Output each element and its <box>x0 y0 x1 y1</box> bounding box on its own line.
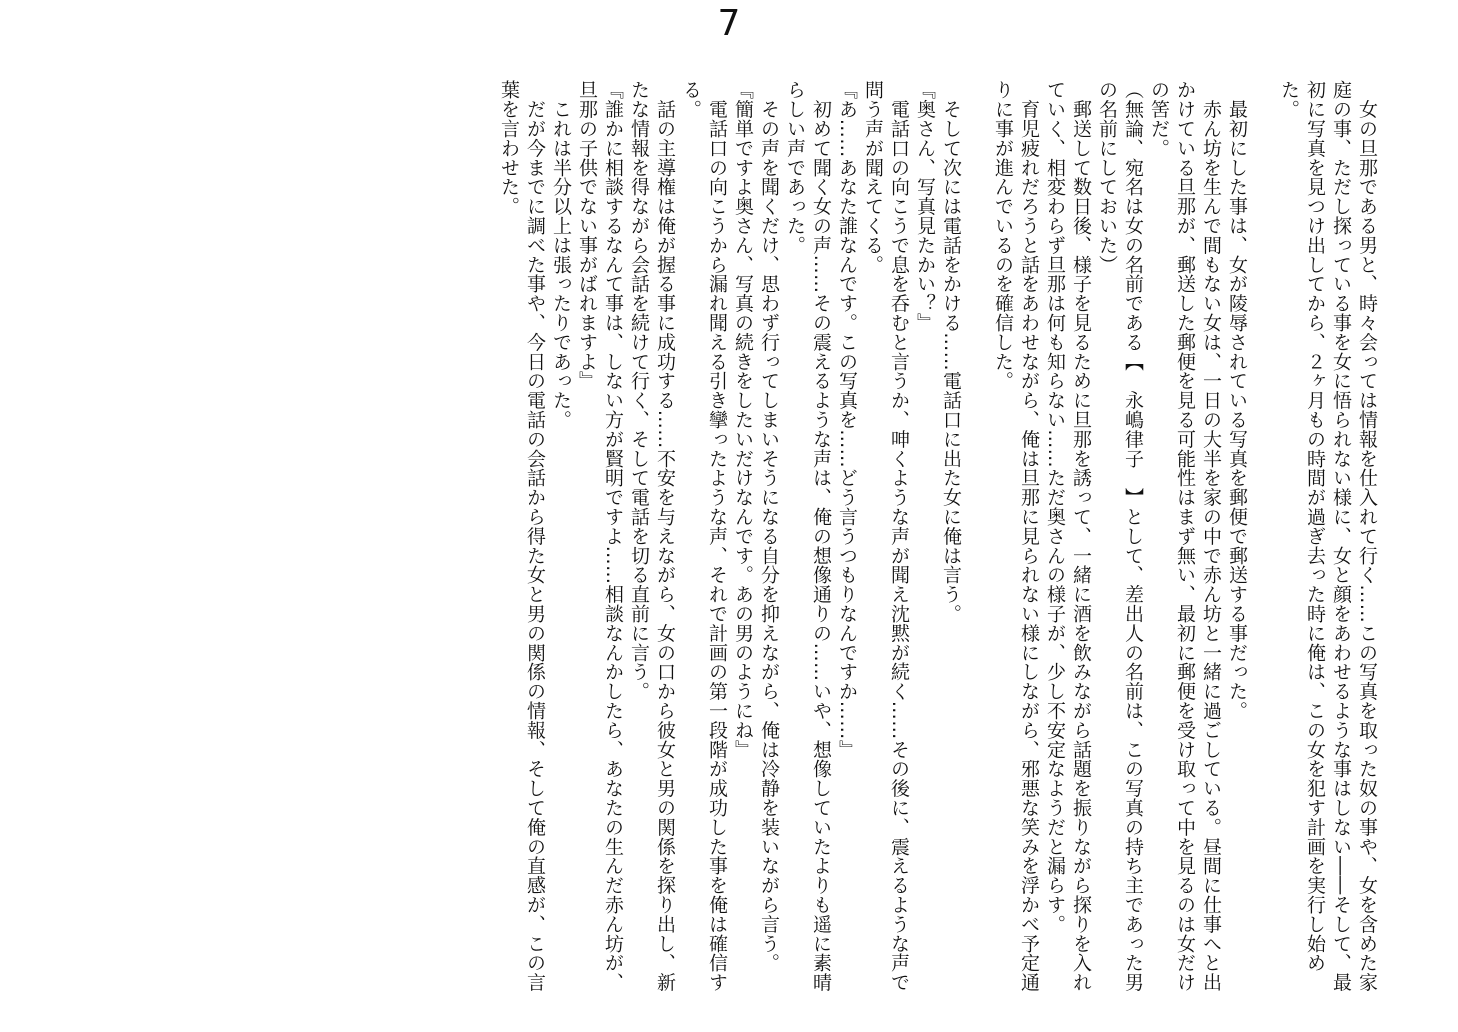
paragraph: 『誰かに相談するなんて事は、しない方が賢明ですよ……相談なんかしたら、あなたの生んだ赤ん坊が、旦那の子供でない事がばれますよ』 <box>576 80 624 992</box>
page-number: 7 <box>717 3 741 44</box>
paragraph: 話の主導権は俺が握る事に成功する……不安を与えながら、女の口から彼女と男の関係を探り出し、新たな情報を得ながら会話を続けて行く、そして電話を切る直前に言う。 <box>628 80 676 992</box>
paragraph: 電話口の向こうから漏れ聞える引き攣ったような声、それで計画の第一段階が成功した事を俺は確信する。 <box>680 80 728 992</box>
paragraph: 『奥さん、写真見たかい？』 <box>914 80 936 333</box>
paragraph: 『簡単ですよ奥さん、写真の続きをしたいだけなんです。あの男のようにね』 <box>732 80 754 759</box>
novel-text-body <box>70 80 1380 1000</box>
paragraph: 赤ん坊を生んで間もない女は、一日の大半を家の中で赤ん坊と一緒に過ごしている。昼間に仕事へと出かけている旦那が、郵送した郵便を見る可能性はまず無い、最初に郵便を受け取って中を見るのは女だけの筈だ。 <box>1148 80 1222 992</box>
paragraph: 郵送して数日後、様子を見るために旦那を誘って、一緒に酒を飲みながら話題を振りながら探りを入れていく、相変わらず旦那は何も知らない……ただ奥さんの様子が、少し不安定なようだと漏らす。 <box>1044 80 1092 992</box>
paragraph: 女の旦那である男と、時々会っては情報を仕入れて行く……この写真を取った奴の事や、女を含めた家庭の事、ただし探っている事を女に悟られない様に、女と顔をあわせるような事はしない――そして、最初に写真を見つけ出してから、２ヶ月もの時間が過ぎ去った時に俺は、この女を犯す計画を実行し始めた。 <box>1278 80 1378 992</box>
paragraph: その声を聞くだけ、思わず行ってしまいそうになる自分を抑えながら、俺は冷静を装いながら言う。 <box>758 80 780 973</box>
paragraph: これは半分以上は張ったりであった。 <box>550 80 572 430</box>
blank-line <box>964 80 990 1000</box>
paragraph: だが今までに調べた事や、今日の電話の会話から得た女と男の関係の情報、そして俺の直感が、この言葉を言わせた。 <box>498 80 546 992</box>
paragraph: 電話口の向こうで息を呑むと言うか、呻くような声が聞え沈黙が続く……その後に、震えるような声で問う声が聞えてくる。 <box>862 80 910 992</box>
paragraph: 最初にした事は、女が陵辱されている写真を郵便で郵送する事だった。 <box>1226 80 1248 721</box>
paragraph: 『あ……あなた誰なんです。この写真を……どう言うつもりなんですか……』 <box>836 80 858 759</box>
paragraph: 初めて聞く女の声……その震えるような声は、俺の想像通りの……いや、想像していたよりも遥に素晴らしい声であった。 <box>784 80 832 992</box>
paragraph: そして次には電話をかける……電話口に出た女に俺は言う。 <box>940 80 962 624</box>
blank-line <box>1250 80 1276 1000</box>
paragraph: （無論、宛名は女の名前である【 永嶋律子 】として、差出人の名前は、この写真の持ち主であった男の名前にしておいた） <box>1096 80 1144 992</box>
paragraph: 育児疲れだろうと話をあわせながら、俺は旦那に見られない様にしながら、邪悪な笑みを浮かべ予定通りに事が進んでいるのを確信した。 <box>992 80 1040 992</box>
